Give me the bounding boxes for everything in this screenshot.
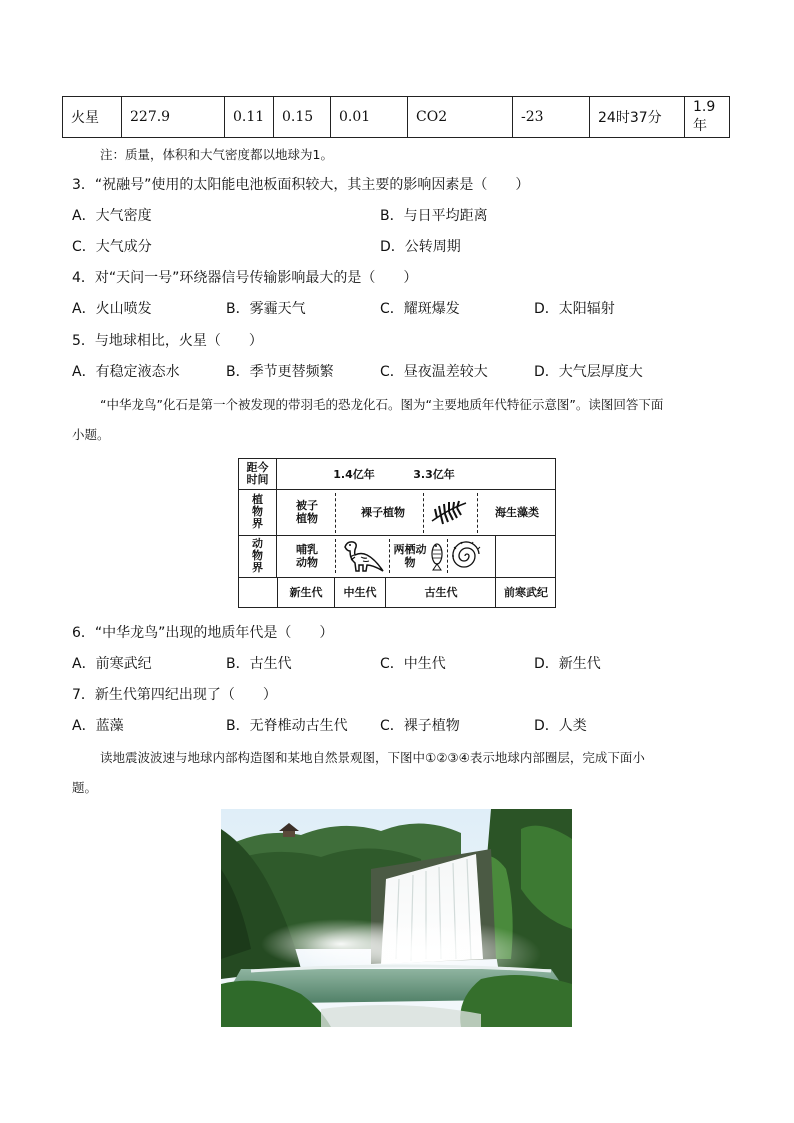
- era-precambrian: 前寒武纪: [504, 586, 548, 599]
- table-cell: 1.9年: [685, 97, 730, 138]
- fern-icon: [425, 489, 473, 535]
- question-4-option-d[interactable]: D．太阳辐射: [534, 301, 615, 317]
- question-5-option-d[interactable]: D．大气层厚度大: [534, 364, 643, 380]
- waterfall-landscape-image: [221, 809, 572, 1027]
- question-5-option-a[interactable]: A．有稳定液态水: [72, 364, 180, 380]
- question-6-option-c[interactable]: C．中生代: [380, 656, 446, 672]
- question-5-option-b[interactable]: B．季节更替频繁: [226, 364, 334, 380]
- question-7-option-b[interactable]: B．无脊椎动古生代: [226, 718, 348, 734]
- question-4-option-a[interactable]: A．火山喷发: [72, 301, 152, 317]
- intro-paragraph-2-line1: 读地震波波速与地球内部构造图和某地自然景观图，下图中①②③④表示地球内部圈层，完成下面小: [100, 750, 645, 765]
- dinosaur-icon: [335, 535, 389, 577]
- table-cell: 227.9: [122, 97, 225, 138]
- question-3-option-b[interactable]: B．与日平均距离: [380, 208, 488, 224]
- table-cell: 0.01: [331, 97, 408, 138]
- table-cell: 24时37分: [590, 97, 685, 138]
- question-3-stem: 3．“祝融号”使用的太阳能电池板面积较大，其主要的影响因素是（ ）: [72, 177, 530, 193]
- fish-icon: [427, 535, 447, 577]
- question-7-option-a[interactable]: A．蓝藻: [72, 718, 124, 734]
- question-6-option-b[interactable]: B．古生代: [226, 656, 292, 672]
- planet-data-table: [62, 96, 730, 138]
- plant-kingdom-label: 植物界: [239, 489, 277, 535]
- intro-paragraph-1-line2: 小题。: [72, 427, 110, 442]
- gymnosperm-label: 裸子植物: [361, 505, 405, 519]
- question-4-stem: 4．对“天问一号”环绕器信号传输影响最大的是（ ）: [72, 270, 418, 286]
- question-3-option-a[interactable]: A．大气密度: [72, 208, 152, 224]
- question-4-option-c[interactable]: C．耀斑爆发: [380, 301, 460, 317]
- table-row: [63, 97, 730, 138]
- angiosperm-label: 被子植物: [296, 499, 318, 525]
- question-6-stem: 6．“中华龙鸟”出现的地质年代是（ ）: [72, 625, 334, 641]
- intro-paragraph-2-line2: 题。: [72, 780, 98, 795]
- question-6-option-a[interactable]: A．前寒武纪: [72, 656, 152, 672]
- question-6-option-d[interactable]: D．新生代: [534, 656, 601, 672]
- question-4-option-b[interactable]: B．雾霾天气: [226, 301, 306, 317]
- time-label: 距今时间: [239, 459, 277, 489]
- table-cell: -23: [513, 97, 590, 138]
- time-mark-2: 3.3亿年: [413, 467, 455, 481]
- question-5-stem: 5．与地球相比，火星（ ）: [72, 333, 263, 349]
- table-note: 注：质量，体积和大气密度都以地球为1。: [100, 147, 333, 162]
- time-mark-1: 1.4亿年: [333, 467, 375, 481]
- table-cell: CO2: [408, 97, 513, 138]
- marine-algae-label: 海生藻类: [495, 505, 539, 519]
- mammal-label: 哺乳动物: [296, 543, 318, 569]
- question-3-option-c[interactable]: C．大气成分: [72, 239, 152, 255]
- table-cell: 0.15: [274, 97, 331, 138]
- question-7-stem: 7．新生代第四纪出现了（ ）: [72, 687, 277, 703]
- era-cenozoic: 新生代: [289, 586, 323, 599]
- question-3-option-d[interactable]: D．公转周期: [380, 239, 461, 255]
- table-cell: 火星: [63, 97, 122, 138]
- geologic-era-chart: [238, 458, 556, 608]
- era-mesozoic: 中生代: [343, 586, 377, 599]
- amphibian-label: 两栖动物: [393, 543, 427, 569]
- intro-paragraph-1-line1: “中华龙鸟”化石是第一个被发现的带羽毛的恐龙化石。图为“主要地质年代特征示意图”。读图回答下面: [100, 397, 664, 412]
- ammonite-icon: [447, 535, 487, 577]
- question-5-option-c[interactable]: C．昼夜温差较大: [380, 364, 488, 380]
- question-7-option-d[interactable]: D．人类: [534, 718, 587, 734]
- era-paleozoic: 古生代: [424, 586, 458, 599]
- question-7-option-c[interactable]: C．裸子植物: [380, 718, 460, 734]
- table-cell: 0.11: [225, 97, 274, 138]
- animal-kingdom-label: 动物界: [239, 535, 277, 577]
